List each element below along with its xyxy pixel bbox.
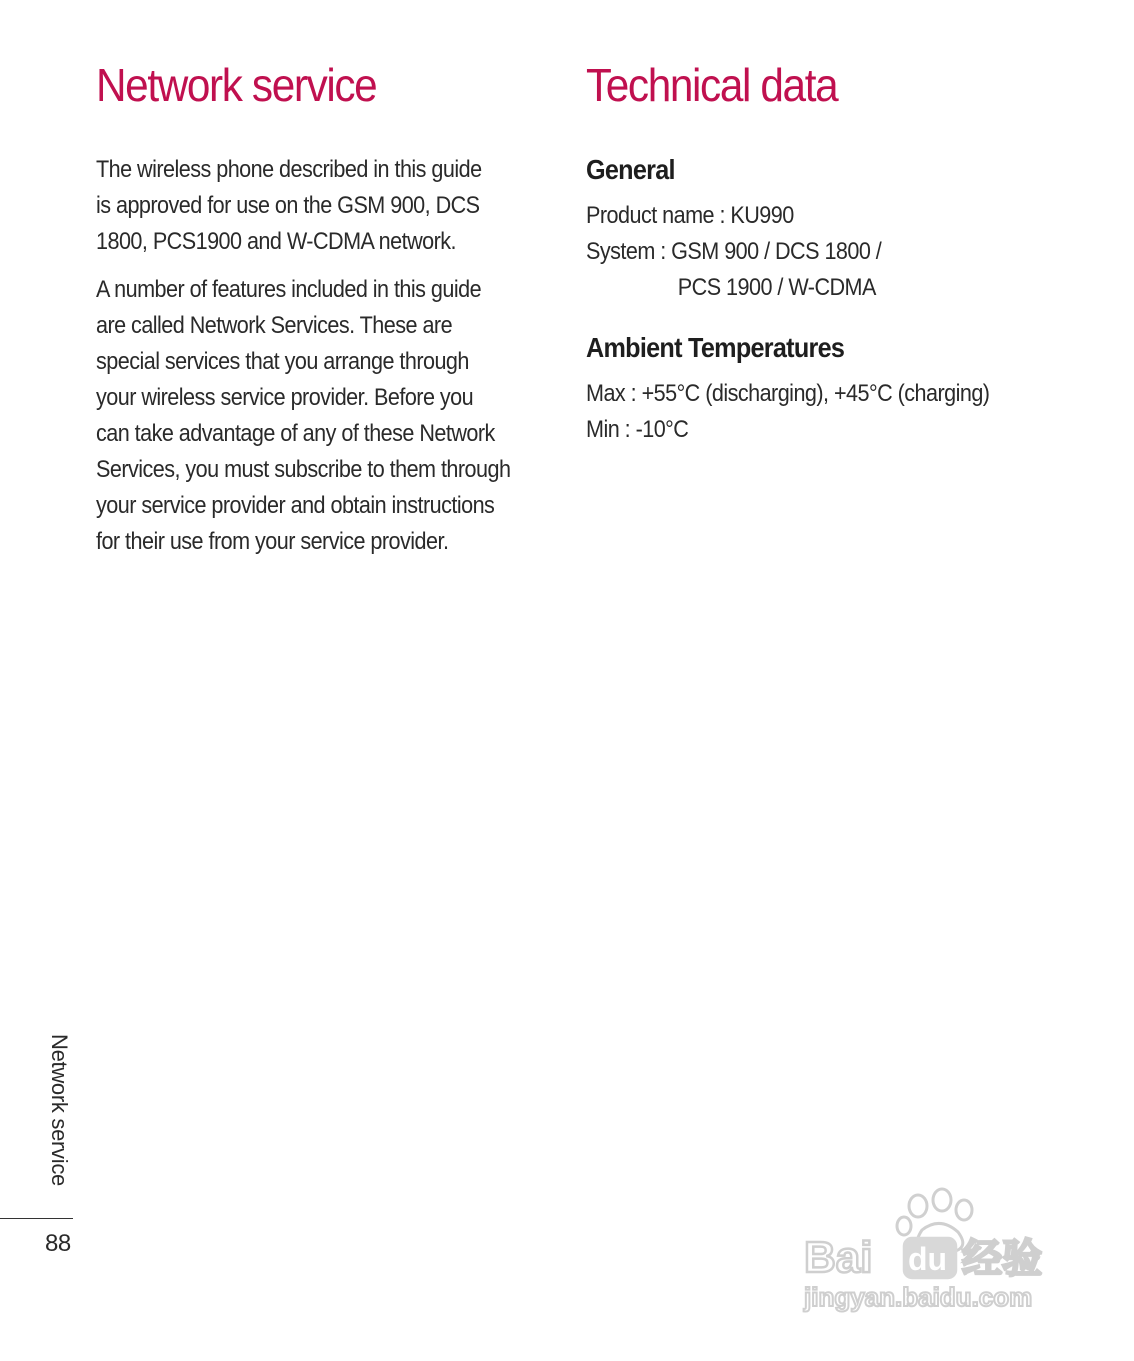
network-service-column [96,152,566,572]
text-line: is approved for use on the GSM 900, DCS [96,192,480,219]
paragraph-approval [96,152,564,260]
ambient-spec-list [586,376,1126,448]
system-line-continued: PCS 1900 / W-CDMA [677,274,876,301]
text-line: are called Network Services. These are [96,312,453,339]
section-heading-general: General [586,154,675,185]
watermark-url: jingyan.baidu.com [804,1282,1033,1312]
section-heading-ambient-temperatures: Ambient Temperatures [586,332,845,363]
text-line: The wireless phone described in this guide [96,156,482,183]
paragraph-network-services [96,272,564,560]
min-temperature-line: Min : -10°C [586,416,689,443]
text-line: your wireless service provider. Before you [96,384,474,411]
page-title-technical-data: Technical data [586,59,838,111]
system-line: System : GSM 900 / DCS 1800 / [586,238,882,265]
watermark-jingyan-text: 经验 [962,1237,1042,1281]
page-number: 88 [45,1230,71,1257]
product-name-line: Product name : KU990 [586,202,794,229]
text-line: A number of features included in this guide [96,276,482,303]
text-line: your service provider and obtain instructions [96,492,495,519]
technical-data-column [586,152,1106,448]
page-title-network-service: Network service [96,59,377,111]
text-line: for their use from your service provider. [96,528,449,555]
text-line: 1800, PCS1900 and W-CDMA network. [96,228,456,255]
baidu-jingyan-watermark [800,1186,1070,1316]
text-line: Services, you must subscribe to them through [96,456,511,483]
text-line: special services that you arrange through [96,348,469,375]
watermark-brand-text: Bai [804,1233,873,1282]
max-temperature-line: Max : +55°C (discharging), +45°C (charging) [586,380,990,407]
general-spec-list [586,198,1126,306]
watermark-du-text: du [908,1241,948,1277]
side-tab-divider [0,1218,73,1219]
text-line: can take advantage of any of these Network [96,420,495,447]
side-tab-label: Network service [47,1034,72,1186]
